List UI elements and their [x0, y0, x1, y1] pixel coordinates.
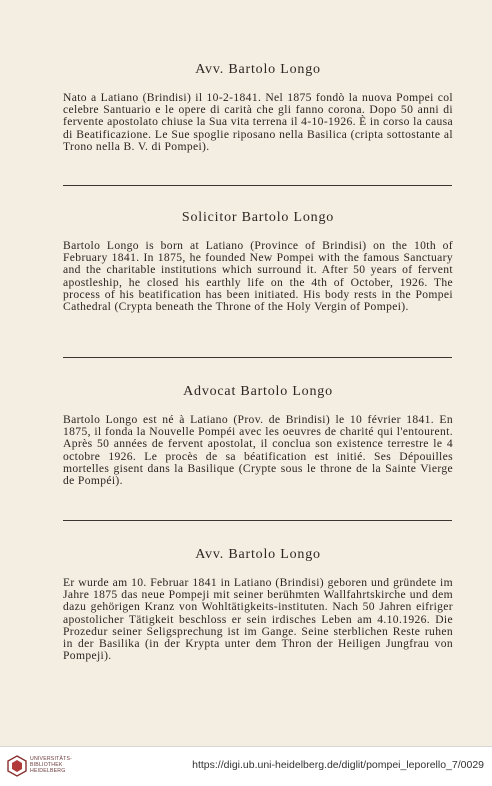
source-url-link[interactable]: https://digi.ub.uni-heidelberg.de/diglit/pompei_leporello_7/0029: [192, 759, 484, 771]
section-italian: [63, 62, 453, 153]
section-german: [63, 547, 453, 662]
university-library-logo-icon: [7, 755, 27, 777]
section-title: Solicitor Bartolo Longo: [181, 210, 335, 225]
logo-text: UNIVERSITÄTS- BIBLIOTHEK HEIDELBERG: [30, 756, 73, 775]
section-title: Avv. Bartolo Longo: [195, 62, 321, 77]
section-body: Nato a Latiano (Brindisi) il 10-2-1841. Nel 1875 fondò la nuova Pompei col celebre Santuario e le opere di carità che gli fanno corona. Dopo 50 anni di fervente apostolato chiuse la Sua vita terrena il 4-10-1926. È in corso la causa di Beatificazione. Le Sue spoglie riposano nella Basilica (cripta sottostante al Trono nella B. V. di Pompei).: [63, 91, 453, 153]
section-french: [63, 384, 453, 487]
section-english: [63, 210, 453, 313]
section-title: Avv. Bartolo Longo: [195, 547, 321, 562]
divider: [63, 185, 452, 186]
section-title: Advocat Bartolo Longo: [183, 384, 333, 399]
viewer-footer: [0, 746, 492, 786]
section-body: Er wurde am 10. Februar 1841 in Latiano (Brindisi) geboren und gründete im Jahre 1875 das neue Pompeji mit seiner berühmten Wallfahrtskirche und dem dazu gehörigen Kranz von Wohltätigkeits-instituten. Nach 50 Jahren eifriger apostolicher Tätigkeit beschloss er sein irdisches Leben am 4.10.1926. Die Prozedur seiner Seligsprechung ist im Gange. Seine sterblichen Reste ruhen in der Basilika (in der Krypta unter dem Thron der Heiligen Jungfrau von Pompeji).: [63, 576, 453, 663]
section-body: Bartolo Longo est né à Latiano (Prov. de Brindisi) le 10 février 1841. En 1875, il fonda la Nouvelle Pompéi avec les oeuvres de charité qui l'entourent. Après 50 années de fervent apostolat, il conclua son existence terrestre le 4 octobre 1926. Le procès de sa béatification est initié. Ses Dépouilles mortelles gisent dans la Basilique (Crypte sous le throne de la Sainte Vierge de Pompéi).: [63, 413, 453, 488]
section-body: Bartolo Longo is born at Latiano (Province of Brindisi) on the 10th of February 1841. In 1875, he founded New Pompei with the famous Sanctuary and the charitable institutions which surround it. After 50 years of fervent apostleship, he closed his earthly life on the 4th of October, 1926. The process of his beatification has been initiated. His body rests in the Pompei Cathedral (Crypta beneath the Throne of the Holy Vergin of Pompei).: [63, 239, 453, 314]
divider: [63, 357, 452, 358]
divider: [63, 520, 452, 521]
